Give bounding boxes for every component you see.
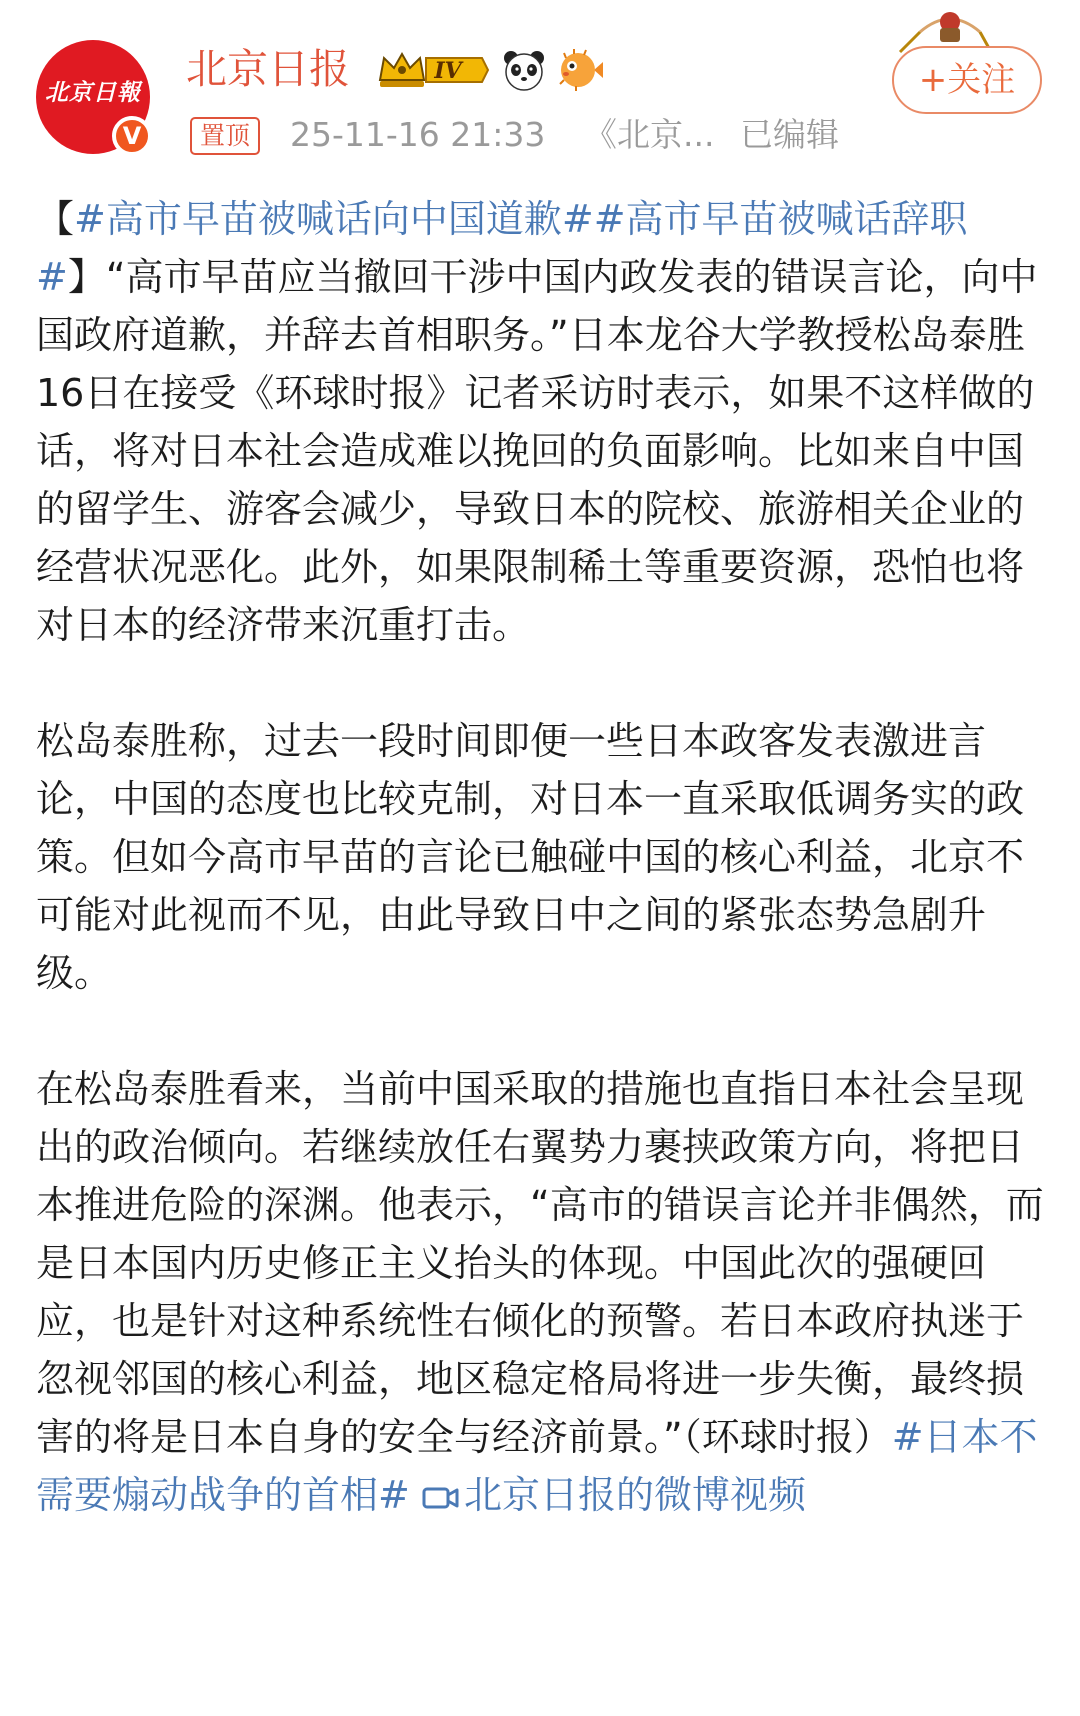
bracket-close: 】 xyxy=(67,255,106,299)
pufferfish-emoji-icon xyxy=(556,48,604,92)
post-paragraph-1 xyxy=(36,190,1044,654)
account-name[interactable]: 北京日报 xyxy=(186,45,350,93)
video-link-label: 北京日报的微博视频 xyxy=(463,1473,806,1517)
post-paragraph-2 xyxy=(36,712,1044,1002)
pinned-tag: 置顶 xyxy=(190,117,260,155)
follow-button[interactable]: +关注 xyxy=(892,46,1042,114)
video-link[interactable] xyxy=(422,1473,806,1517)
avatar-logo-text: 北京日報 xyxy=(45,79,141,106)
topic-link-resign[interactable]: #高市早苗被喊话辞职# xyxy=(36,197,968,299)
verified-badge-icon: V xyxy=(112,116,152,156)
topic-link-apology[interactable]: #高市早苗被喊话向中国道歉# xyxy=(74,197,594,241)
post-paragraph-3 xyxy=(36,1060,1044,1524)
post-source[interactable]: 《北京... xyxy=(584,115,715,154)
edited-label: 已编辑 xyxy=(740,115,839,154)
post-paragraph-2-text: 松岛泰胜称，过去一段时间即便一些日本政客发表激进言论，中国的态度也比较克制，对日本一直采取低调务实的政策。但如今高市早苗的言论已触碰中国的核心利益，北京不可能对此视而不见，由此导致日中之间的紧张态势急剧升级。 xyxy=(36,719,1025,995)
post-content xyxy=(36,190,1044,1524)
post-paragraph-1-text: “高市早苗应当撤回干涉中国内政发表的错误言论，向中国政府道歉，并辞去首相职务。”日本龙谷大学教授松岛泰胜16日在接受《环球时报》记者采访时表示，如果不这样做的话，将对日本社会造成难以挽回的负面影响。比如来自中国的留学生、游客会减少，导致日本的院校、旅游相关企业的经营状况恶化。此外，如果限制稀土等重要资源，恐怕也将对日本的经济带来沉重打击。 xyxy=(36,255,1038,647)
panda-emoji-icon xyxy=(502,48,546,92)
vip-crown-icon xyxy=(378,50,490,90)
video-camera-icon xyxy=(422,1483,460,1513)
topic-link-warmonger[interactable]: #日本不需要煽动战争的首相# xyxy=(36,1415,1038,1517)
post-header xyxy=(0,0,1080,170)
vip-level-text: IV xyxy=(434,58,462,84)
post-paragraph-3-text: 在松岛泰胜看来，当前中国采取的措施也直指日本社会呈现出的政治倾向。若继续放任右翼势力裹挟政策方向，将把日本推进危险的深渊。他表示，“高市的错误言论并非偶然，而是日本国内历史修正主义抬头的体现。中国此次的强硬回应，也是针对这种系统性右倾化的预警。若日本政府执迷于忽视邻国的核心利益，地区稳定格局将进一步失衡，最终损害的将是日本自身的安全与经济前景。”（环球时报） xyxy=(36,1067,1044,1459)
bracket-open: 【 xyxy=(36,197,75,241)
post-timestamp: 25-11-16 21:33 xyxy=(290,115,546,154)
